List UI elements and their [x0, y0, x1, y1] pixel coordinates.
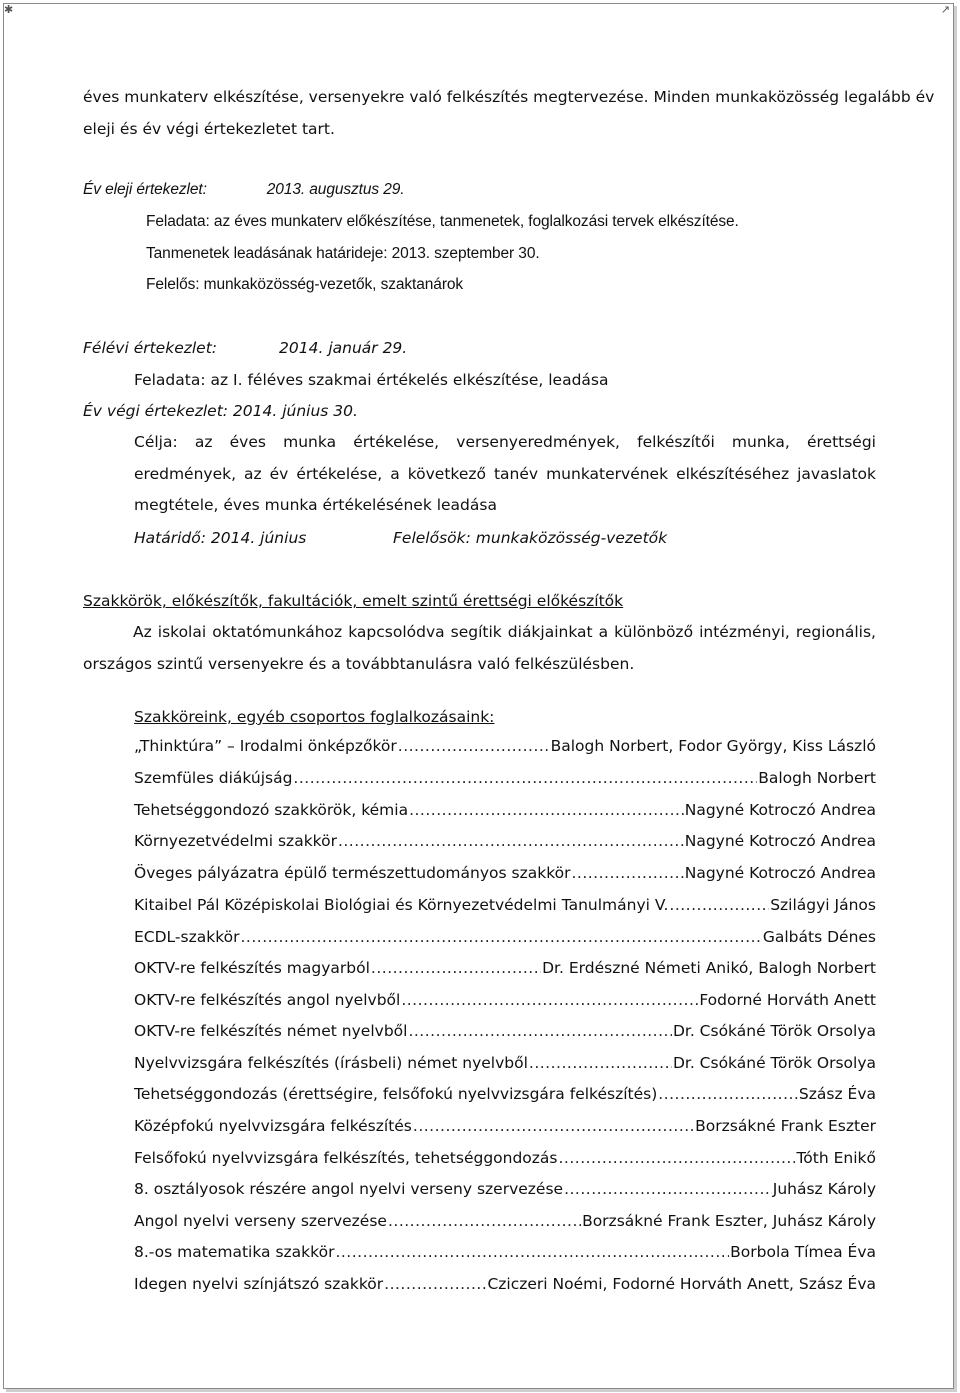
ev-eleji-responsible: Felelős: munkaközösség-vezetők, szaktanárok: [146, 276, 464, 293]
list-heading: Szakköreink, egyéb csoportos foglalkozásaink:: [134, 708, 495, 726]
list-item: Idegen nyelvi színjátszó szakkör ..... Cziczeri Noémi, Fodorné Horváth Anett, Szász Éva: [134, 1275, 876, 1297]
felevi-heading: [83, 338, 407, 358]
ev-vegi-deadline: Határidő: 2014. június: [134, 529, 307, 547]
list-item: 8. osztályosok részére angol nyelvi verseny szervezése ..... Juhász Károly: [134, 1180, 876, 1202]
ev-eleji-task: Feladata: az éves munkaterv előkészítése, tanmenetek, foglalkozási tervek elkészítése.: [146, 213, 739, 230]
list-item: Nyelvvizsgára felkészítés (írásbeli) német nyelvből ..... Dr. Csókáné Török Orsolya: [134, 1054, 876, 1076]
ev-eleji-date: 2013. augusztus 29.: [266, 181, 405, 198]
list-item: Felsőfokú nyelvvizsgára felkészítés, tehetséggondozás ..... Tóth Enikő: [134, 1149, 876, 1171]
list-item: OKTV-re felkészítés német nyelvből ..... Dr. Csókáné Török Orsolya: [134, 1022, 876, 1044]
external-link-icon: ↗: [940, 3, 950, 16]
pin-icon: ✱: [4, 3, 14, 16]
ev-eleji-heading: [83, 180, 405, 200]
list-item: OKTV-re felkészítés angol nyelvből ..... Fodorné Horváth Anett: [134, 991, 876, 1013]
list-item: Angol nyelvi verseny szervezése ..... Borzsákné Frank Eszter, Juhász Károly: [134, 1212, 876, 1234]
felevi-label: Félévi értekezlet:: [83, 339, 218, 357]
ev-vegi-heading: Év végi értekezlet: 2014. június 30.: [83, 402, 358, 420]
intro-line-1: éves munkaterv elkészítése, versenyekre való felkészítés megtervezése. Minden munkaközösség legalább év: [83, 88, 935, 106]
list-item: ECDL-szakkör ..... Galbáts Dénes: [134, 928, 876, 950]
list-item: Tehetséggondozó szakkörök, kémia ..... Nagyné Kotroczó Andrea: [134, 801, 876, 823]
list-item: Kitaibel Pál Középiskolai Biológiai és Környezetvédelmi Tanulmányi V. ..... Szilágyi János: [134, 896, 876, 918]
list-item: Tehetséggondozás (érettségire, felsőfokú nyelvvizsgára felkészítés) ..... Szász Éva: [134, 1085, 876, 1107]
list-item: Környezetvédelmi szakkör ..... Nagyné Kotroczó Andrea: [134, 832, 876, 854]
ev-vegi-goal: Célja: az éves munka értékelése, versenyeredmények, felkészítői munka, érettségi eredmények, az év értékelése, a következő tanév munkatervének elkészítéséhez javaslatok megtétele, éves munka értékelésének leadása: [134, 433, 876, 514]
felevi-task: Feladata: az I. féléves szakmai értékelés elkészítése, leadása: [134, 371, 609, 389]
intro-line-2: eleji és év végi értekezletet tart.: [83, 120, 335, 138]
list-item: Öveges pályázatra épülő természettudományos szakkör ..... Nagyné Kotroczó Andrea: [134, 864, 876, 886]
list-item: Középfokú nyelvvizsgára felkészítés ..... Borzsákné Frank Eszter: [134, 1117, 876, 1139]
ev-vegi-responsible: Felelősök: munkaközösség-vezetők: [393, 529, 668, 547]
felevi-date: 2014. január 29.: [279, 339, 408, 357]
ev-eleji-label: Év eleji értekezlet:: [83, 181, 207, 198]
list-item: 8.-os matematika szakkör ..... Borbola Tímea Éva: [134, 1243, 876, 1265]
szakkorok-paragraph: Az iskolai oktatómunkához kapcsolódva segítik diákjainkat a különböző intézményi, regionális, országos szintű versenyekre és a továbbtanulásra való felkészülésben.: [83, 623, 876, 673]
list-item: OKTV-re felkészítés magyarból ..... Dr. Erdészné Németi Anikó, Balogh Norbert: [134, 959, 876, 981]
list-item: „Thinktúra” – Irodalmi önképzőkör ..... Balogh Norbert, Fodor György, Kiss László: [134, 737, 876, 759]
list-item: Szemfüles diákújság ..... Balogh Norbert: [134, 769, 876, 791]
ev-eleji-deadline: Tanmenetek leadásának határideje: 2013. szeptember 30.: [146, 245, 540, 262]
szakkorok-heading: Szakkörök, előkészítők, fakultációk, emelt szintű érettségi előkészítők: [83, 592, 624, 610]
